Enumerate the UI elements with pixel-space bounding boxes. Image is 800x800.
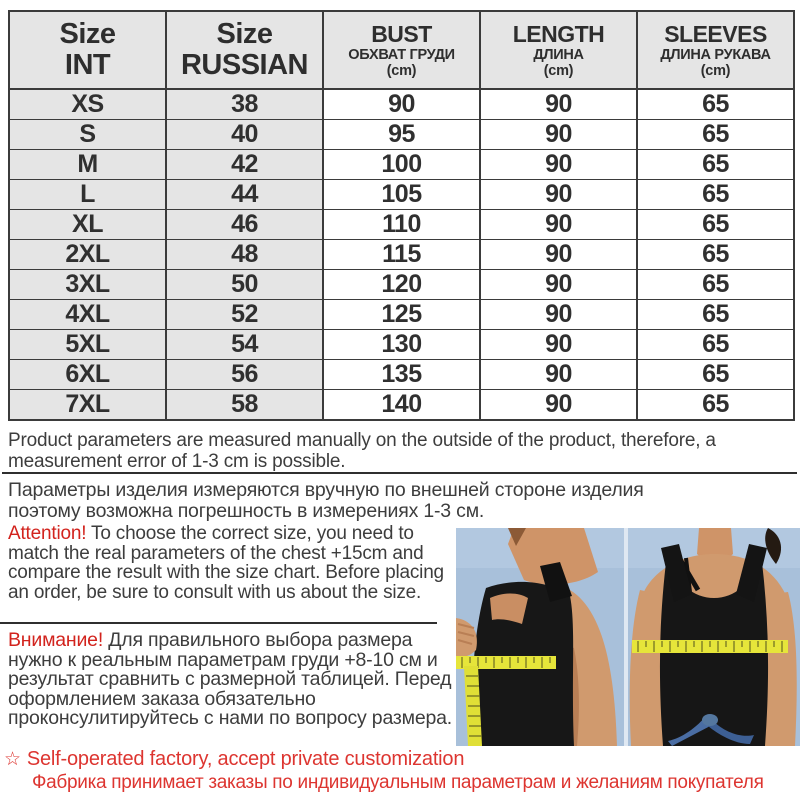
table-cell: 90 [323, 89, 480, 120]
table-row [9, 330, 794, 360]
col-header-length [480, 11, 637, 89]
table-row [9, 89, 794, 120]
table-cell: 90 [480, 330, 637, 360]
table-cell: 90 [480, 150, 637, 180]
header-line: RUSSIAN [180, 49, 308, 81]
header-unit: (cm) [543, 62, 574, 79]
table-cell: 65 [637, 89, 794, 120]
table-cell: 52 [166, 300, 323, 330]
header-line: BUST [371, 20, 432, 47]
header-subline-ru: ДЛИНА [533, 46, 584, 63]
table-cell: 65 [637, 210, 794, 240]
table-cell: 48 [166, 240, 323, 270]
table-cell: 65 [637, 360, 794, 390]
size-int-cell: 6XL [9, 360, 166, 390]
divider-line [0, 622, 437, 624]
col-header-size-int [9, 11, 166, 89]
header-unit: (cm) [700, 62, 731, 79]
table-cell: 115 [323, 240, 480, 270]
table-cell: 90 [480, 240, 637, 270]
header-line: LENGTH [512, 20, 605, 47]
attention-label-en: Attention! [8, 523, 87, 544]
table-cell: 95 [323, 120, 480, 150]
size-int-cell: 5XL [9, 330, 166, 360]
size-int-cell: 4XL [9, 300, 166, 330]
table-cell: 90 [480, 210, 637, 240]
header-subline-ru: ДЛИНА РУКАВА [660, 46, 771, 63]
table-cell: 90 [480, 360, 637, 390]
table-cell: 65 [637, 300, 794, 330]
col-header-bust [323, 11, 480, 89]
table-cell: 46 [166, 210, 323, 240]
table-row [9, 240, 794, 270]
header-line: Size [216, 18, 273, 50]
table-cell: 42 [166, 150, 323, 180]
table-cell: 120 [323, 270, 480, 300]
table-cell: 56 [166, 360, 323, 390]
table-row [9, 360, 794, 390]
table-cell: 58 [166, 390, 323, 421]
divider-line [2, 472, 797, 474]
table-row [9, 270, 794, 300]
size-table-wrap [8, 10, 795, 421]
star-icon: ☆ [4, 749, 21, 770]
table-cell: 90 [480, 270, 637, 300]
attention-label-ru: Внимание! [8, 629, 104, 651]
table-cell: 65 [637, 120, 794, 150]
size-int-cell: 7XL [9, 390, 166, 421]
table-cell: 40 [166, 120, 323, 150]
table-cell: 100 [323, 150, 480, 180]
size-int-cell: S [9, 120, 166, 150]
table-cell: 90 [480, 300, 637, 330]
table-cell: 90 [480, 120, 637, 150]
attention-text-ru: Для правильного выбора размера нужно к реальным параметрам груди +8-10 см и результат сравнить с размерной таблицей. Перед оформлением заказа обязательно проконсулитируйтесь с нами по вопросу размера. [8, 629, 452, 729]
table-cell: 65 [637, 180, 794, 210]
table-cell: 54 [166, 330, 323, 360]
table-cell: 50 [166, 270, 323, 300]
measurement-note-en: Product parameters are measured manually on the outside of the product, therefore, a measurement error of 1-3 cm is possible. [8, 430, 716, 472]
header-line: Size [59, 18, 116, 50]
table-cell: 65 [637, 150, 794, 180]
attention-note-ru [8, 631, 470, 729]
table-row [9, 150, 794, 180]
footer-line-ru: Фабрика принимает заказы по индивидуальным параметрам и желаниям покупателя [32, 772, 764, 793]
attention-text-en: To choose the correct size, you need to match the real parameters of the chest +15cm and compare the result with the size chart. Before placing an order, be sure to consult with us about the size. [8, 523, 444, 603]
table-cell: 38 [166, 89, 323, 120]
table-row [9, 210, 794, 240]
size-int-cell: 2XL [9, 240, 166, 270]
footer-line-en [4, 748, 798, 771]
table-row [9, 180, 794, 210]
footer-note [4, 748, 798, 794]
table-row [9, 390, 794, 421]
size-int-cell: L [9, 180, 166, 210]
table-cell: 90 [480, 89, 637, 120]
table-cell: 125 [323, 300, 480, 330]
size-int-cell: 3XL [9, 270, 166, 300]
header-line: SLEEVES [664, 20, 767, 47]
table-cell: 110 [323, 210, 480, 240]
table-cell: 90 [480, 390, 637, 421]
table-cell: 65 [637, 270, 794, 300]
measurement-photo [456, 528, 800, 746]
header-row [9, 11, 794, 89]
measurement-note-ru: Параметры изделия измеряются вручную по внешней стороне изделия поэтому возможна погрешность в измерениях 1-3 см. [8, 479, 644, 522]
table-cell: 135 [323, 360, 480, 390]
header-line: INT [64, 49, 111, 81]
table-cell: 130 [323, 330, 480, 360]
attention-note-en [8, 524, 453, 602]
size-int-cell: XL [9, 210, 166, 240]
size-int-cell: XS [9, 89, 166, 120]
table-row [9, 300, 794, 330]
size-chart-table [8, 10, 795, 421]
table-cell: 105 [323, 180, 480, 210]
table-cell: 65 [637, 390, 794, 421]
header-subline-ru: ОБХВАТ ГРУДИ [348, 46, 455, 63]
col-header-sleeves [637, 11, 794, 89]
table-cell: 140 [323, 390, 480, 421]
table-cell: 90 [480, 180, 637, 210]
table-cell: 65 [637, 330, 794, 360]
col-header-size-russian [166, 11, 323, 89]
size-int-cell: M [9, 150, 166, 180]
header-unit: (cm) [386, 62, 417, 79]
table-cell: 44 [166, 180, 323, 210]
footer-text-en: Self-operated factory, accept private customization [26, 748, 465, 770]
table-row [9, 120, 794, 150]
table-cell: 65 [637, 240, 794, 270]
